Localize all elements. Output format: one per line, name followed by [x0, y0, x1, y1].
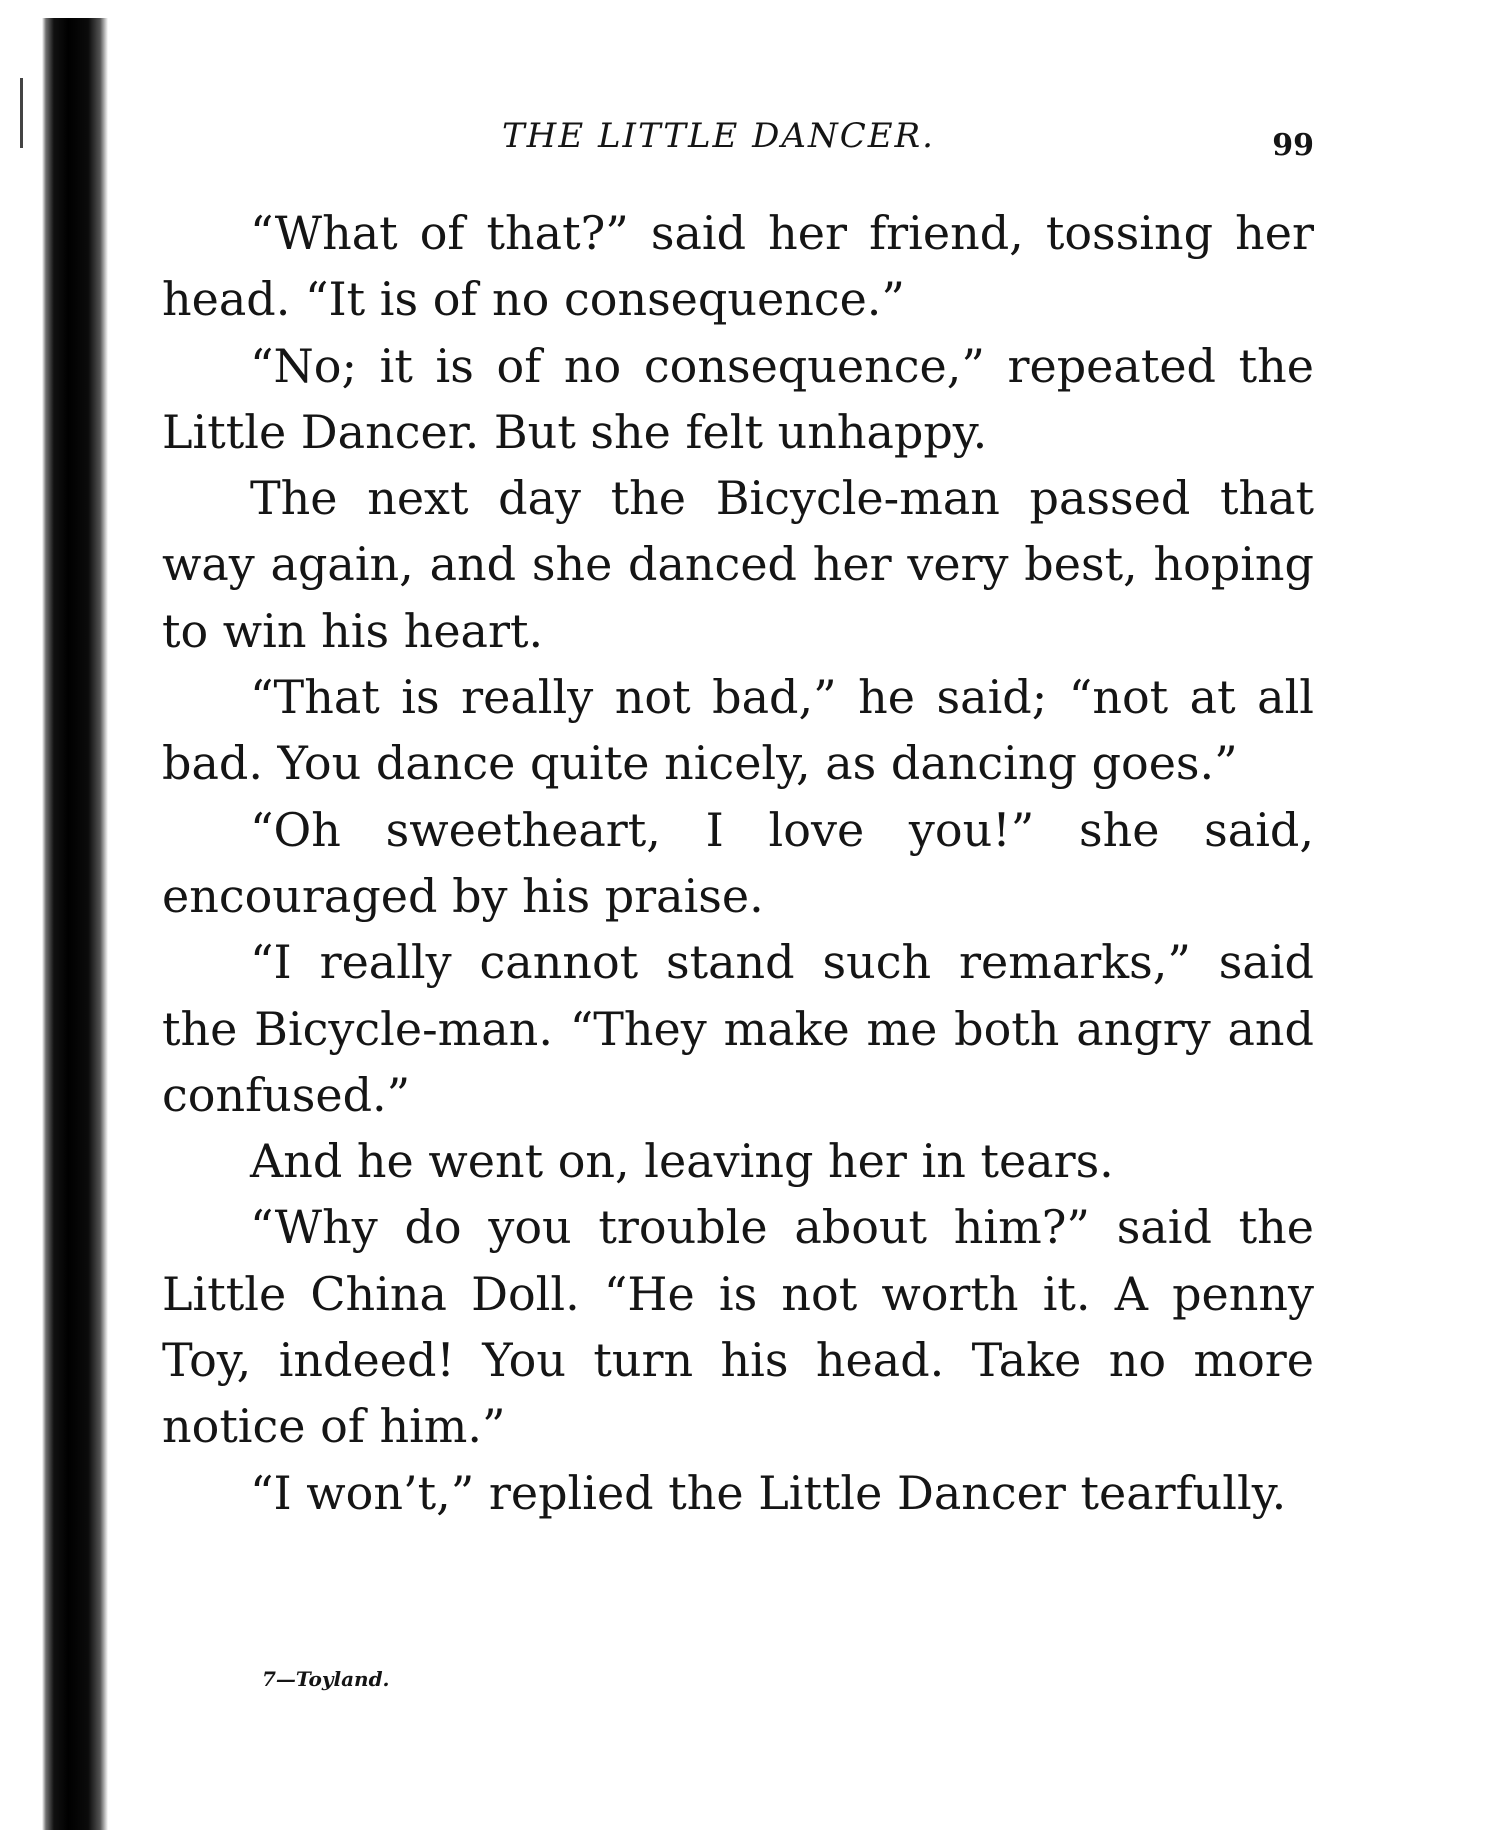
paragraph: “Oh sweetheart, I love you!” she said, encouraged by his praise.: [162, 802, 1314, 923]
body-text: [162, 200, 1314, 1526]
page-number: 99: [1272, 128, 1314, 163]
binding-edge: [42, 18, 108, 1830]
running-title: THE LITTLE DANCER.: [502, 116, 935, 156]
signature-mark: 7—Toyland.: [262, 1667, 390, 1691]
paragraph: “That is really not bad,” he said; “not at all bad. You dance quite nicely, as dancing goes.”: [162, 670, 1314, 791]
paragraph: And he went on, leaving her in tears.: [250, 1134, 1114, 1189]
paragraph: “I won’t,” replied the Little Dancer tearfully.: [250, 1465, 1287, 1520]
page-header: [162, 108, 1314, 164]
paragraph: “I really cannot stand such remarks,” said the Bicycle-man. “They make me both angry and confused.”: [162, 935, 1314, 1122]
paragraph: The next day the Bicycle-man passed that way again, and she danced her very best, hoping to win his heart.: [162, 471, 1314, 658]
paragraph: “What of that?” said her friend, tossing her head. “It is of no consequence.”: [162, 206, 1314, 327]
paragraph: “Why do you trouble about him?” said the Little China Doll. “He is not worth it. A penny Toy, indeed! You turn his head. Take no more notice of him.”: [162, 1200, 1314, 1454]
paragraph: “No; it is of no consequence,” repeated the Little Dancer. But she felt unhappy.: [162, 338, 1314, 459]
